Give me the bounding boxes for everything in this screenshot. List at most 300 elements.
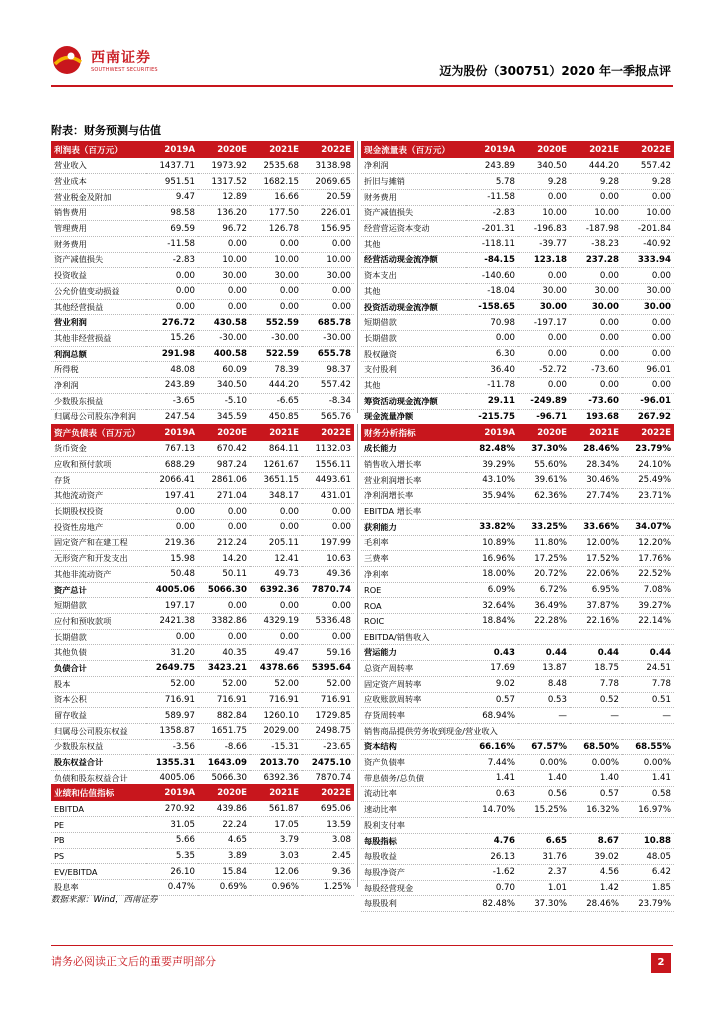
value-cell: 0.00 (146, 629, 198, 645)
row-label: 固定资产周转率 (361, 676, 466, 692)
value-cell: 6392.36 (250, 582, 302, 598)
value-cell: 431.01 (302, 488, 354, 504)
table-row (361, 299, 674, 315)
value-cell: 0.47% (146, 879, 198, 895)
table-row (361, 472, 674, 488)
income-statement-table (51, 141, 354, 425)
value-cell: 5.35 (146, 848, 198, 864)
value-cell: -30.00 (198, 331, 250, 347)
value-cell: -18.04 (466, 284, 518, 300)
value-cell: 3.08 (302, 832, 354, 848)
value-cell: 26.10 (146, 864, 198, 880)
value-cell: 3.03 (250, 848, 302, 864)
table-header-row (51, 424, 354, 441)
value-cell: -39.77 (518, 236, 570, 252)
row-label: 资本结构 (361, 739, 466, 755)
year-header: 2021E (250, 424, 302, 441)
table-row (51, 864, 354, 880)
value-cell: 1729.85 (302, 708, 354, 724)
row-label: 投资活动现金流净额 (361, 299, 466, 315)
value-cell: 16.96% (466, 551, 518, 567)
value-cell: -201.84 (622, 221, 674, 237)
value-cell: 197.99 (302, 535, 354, 551)
table-title: 财务分析指标 (361, 424, 466, 441)
value-cell: 0.00 (518, 378, 570, 394)
table-row (51, 817, 354, 833)
row-label: 归属母公司股东净利润 (51, 409, 146, 425)
row-label: 销售费用 (51, 205, 146, 221)
value-cell: -8.34 (302, 393, 354, 409)
row-label: 所得税 (51, 362, 146, 378)
value-cell: 30.00 (570, 284, 622, 300)
value-cell: 0.00 (518, 331, 570, 347)
table-row (51, 661, 354, 677)
value-cell (570, 504, 622, 520)
row-label: 归属母公司股东权益 (51, 723, 146, 739)
value-cell: 49.47 (250, 645, 302, 661)
value-cell: 10.00 (302, 252, 354, 268)
value-cell: 9.28 (518, 174, 570, 190)
value-cell: 0.00 (146, 299, 198, 315)
value-cell: 1.01 (518, 880, 570, 896)
table-title: 业绩和估值指标 (51, 784, 146, 801)
value-cell: 8.67 (570, 833, 622, 849)
value-cell: 219.36 (146, 535, 198, 551)
value-cell: 5.66 (146, 832, 198, 848)
value-cell: 716.91 (198, 692, 250, 708)
value-cell: 688.29 (146, 457, 198, 473)
value-cell: 552.59 (250, 315, 302, 331)
value-cell: -38.23 (570, 236, 622, 252)
row-label: 获利能力 (361, 519, 466, 535)
table-row (361, 770, 674, 786)
value-cell (466, 818, 518, 834)
row-label: 财务费用 (361, 189, 466, 205)
value-cell: -5.10 (198, 393, 250, 409)
table-row (51, 535, 354, 551)
year-header: 2022E (302, 784, 354, 801)
row-label: 短期借款 (361, 315, 466, 331)
value-cell: 35.94% (466, 488, 518, 504)
row-label: 股东权益合计 (51, 755, 146, 771)
value-cell (518, 504, 570, 520)
row-label: 长期股权投资 (51, 504, 146, 520)
value-cell: 243.89 (466, 158, 518, 174)
value-cell: 340.50 (518, 158, 570, 174)
value-cell: 98.37 (302, 362, 354, 378)
page-number: 2 (651, 953, 671, 973)
value-cell: 50.48 (146, 567, 198, 583)
value-cell: 4378.66 (250, 661, 302, 677)
value-cell: 4.56 (570, 865, 622, 881)
value-cell: 695.06 (302, 801, 354, 817)
value-cell: 14.70% (466, 802, 518, 818)
value-cell: 33.25% (518, 519, 570, 535)
value-cell: 31.20 (146, 645, 198, 661)
table-row (51, 832, 354, 848)
value-cell: 0.43 (466, 645, 518, 661)
value-cell: 197.41 (146, 488, 198, 504)
value-cell: 4005.06 (146, 770, 198, 786)
value-cell: 557.42 (622, 158, 674, 174)
table-row (51, 441, 354, 457)
value-cell: 1973.92 (198, 158, 250, 174)
data-source-note: 数据来源：Wind，西南证券 (51, 895, 158, 905)
value-cell: 9.47 (146, 189, 198, 205)
value-cell (622, 629, 674, 645)
value-cell: 0.57 (466, 692, 518, 708)
value-cell: 4.65 (198, 832, 250, 848)
value-cell: 0.00 (302, 519, 354, 535)
value-cell: 0.70 (466, 880, 518, 896)
balance-sheet-table (51, 424, 354, 787)
value-cell: 340.50 (198, 378, 250, 394)
value-cell: 17.69 (466, 661, 518, 677)
table-row (51, 393, 354, 409)
value-cell: 0.96% (250, 879, 302, 895)
year-header: 2021E (570, 141, 622, 158)
value-cell: 655.78 (302, 346, 354, 362)
value-cell: 0.00 (570, 331, 622, 347)
value-cell: 15.98 (146, 551, 198, 567)
value-cell: 444.20 (250, 378, 302, 394)
value-cell: 0.00 (570, 268, 622, 284)
value-cell: 716.91 (146, 692, 198, 708)
value-cell: 22.14% (622, 614, 674, 630)
value-cell: 28.34% (570, 457, 622, 473)
value-cell: 30.00 (570, 299, 622, 315)
column-divider (357, 141, 358, 413)
table-row (51, 236, 354, 252)
year-header: 2019A (466, 141, 518, 158)
value-cell: 13.59 (302, 817, 354, 833)
row-label: 股利支付率 (361, 818, 466, 834)
value-cell: 439.86 (198, 801, 250, 817)
value-cell: -249.89 (518, 393, 570, 409)
logo-text-en: SOUTHWEST SECURITIES (91, 67, 158, 73)
row-label: 财务费用 (51, 236, 146, 252)
value-cell: 1132.03 (302, 441, 354, 457)
value-cell: 450.85 (250, 409, 302, 425)
value-cell: 267.92 (622, 409, 674, 425)
row-label: PB (51, 832, 146, 848)
value-cell: 31.05 (146, 817, 198, 833)
value-cell: 10.63 (302, 551, 354, 567)
row-label: 存货周转率 (361, 708, 466, 724)
value-cell: -73.60 (570, 362, 622, 378)
table-row (361, 457, 674, 473)
table-row (361, 676, 674, 692)
row-label: 固定资产和在建工程 (51, 535, 146, 551)
value-cell: 18.75 (570, 661, 622, 677)
financial-ratios-table (361, 424, 674, 912)
value-cell: 193.68 (570, 409, 622, 425)
row-label: 每股经营现金 (361, 880, 466, 896)
value-cell: 0.00 (250, 598, 302, 614)
table-row (361, 315, 674, 331)
value-cell: 7870.74 (302, 770, 354, 786)
value-cell: 0.00 (250, 519, 302, 535)
table-row (51, 346, 354, 362)
row-label: 三费率 (361, 551, 466, 567)
table-row (361, 739, 674, 755)
value-cell: 0.00 (250, 284, 302, 300)
row-label: 流动比率 (361, 786, 466, 802)
table-row (51, 629, 354, 645)
value-cell (622, 723, 674, 739)
value-cell (622, 818, 674, 834)
value-cell: 271.04 (198, 488, 250, 504)
value-cell: 430.58 (198, 315, 250, 331)
value-cell: 0.00% (518, 755, 570, 771)
value-cell: 6.42 (622, 865, 674, 881)
value-cell: 4329.19 (250, 614, 302, 630)
value-cell: -30.00 (302, 331, 354, 347)
value-cell: 0.00% (570, 755, 622, 771)
value-cell (518, 629, 570, 645)
row-label: EBITDA (51, 801, 146, 817)
table-row (361, 236, 674, 252)
table-row (51, 457, 354, 473)
value-cell (570, 818, 622, 834)
value-cell: -3.56 (146, 739, 198, 755)
value-cell: 0.00% (622, 755, 674, 771)
value-cell: 9.28 (622, 174, 674, 190)
year-header: 2022E (302, 141, 354, 158)
value-cell: 670.42 (198, 441, 250, 457)
value-cell: -15.31 (250, 739, 302, 755)
value-cell: 0.00 (622, 268, 674, 284)
value-cell: 30.00 (518, 299, 570, 315)
value-cell: 6.30 (466, 346, 518, 362)
row-label: 经营活动现金流净额 (361, 252, 466, 268)
table-row (361, 598, 674, 614)
value-cell: 1355.31 (146, 755, 198, 771)
value-cell: 1.85 (622, 880, 674, 896)
year-header: 2021E (250, 141, 302, 158)
value-cell: 48.05 (622, 849, 674, 865)
value-cell: 0.00 (198, 504, 250, 520)
value-cell: 23.79% (622, 896, 674, 912)
value-cell: 39.29% (466, 457, 518, 473)
year-header: 2020E (518, 141, 570, 158)
row-label: 资产总计 (51, 582, 146, 598)
value-cell: 0.00 (570, 315, 622, 331)
value-cell: 333.94 (622, 252, 674, 268)
value-cell: 123.18 (518, 252, 570, 268)
value-cell: 7.78 (570, 676, 622, 692)
table-row (361, 174, 674, 190)
value-cell: 0.00 (198, 519, 250, 535)
value-cell: 0.00 (622, 189, 674, 205)
row-label: 资产减值损失 (51, 252, 146, 268)
value-cell: 348.17 (250, 488, 302, 504)
row-label: 存货 (51, 472, 146, 488)
value-cell: 7.08% (622, 582, 674, 598)
value-cell: — (518, 708, 570, 724)
table-title: 资产负债表（百万元） (51, 424, 146, 441)
value-cell: 4005.06 (146, 582, 198, 598)
value-cell: 0.00 (518, 268, 570, 284)
value-cell: 3651.15 (250, 472, 302, 488)
value-cell: 7.78 (622, 676, 674, 692)
table-row (361, 896, 674, 912)
value-cell (570, 723, 622, 739)
value-cell: -96.01 (622, 393, 674, 409)
value-cell: 30.00 (250, 268, 302, 284)
table-row (51, 739, 354, 755)
year-header: 2021E (570, 424, 622, 441)
value-cell: 1.42 (570, 880, 622, 896)
row-label: 经营营运资本变动 (361, 221, 466, 237)
row-label: 现金流量净额 (361, 409, 466, 425)
value-cell: 3.89 (198, 848, 250, 864)
row-label: 筹资活动现金流净额 (361, 393, 466, 409)
value-cell: 78.39 (250, 362, 302, 378)
value-cell: 30.00 (302, 268, 354, 284)
value-cell: 1.25% (302, 879, 354, 895)
value-cell: 34.07% (622, 519, 674, 535)
table-row (51, 582, 354, 598)
value-cell: 276.72 (146, 315, 198, 331)
value-cell: 444.20 (570, 158, 622, 174)
value-cell: 0.00 (302, 236, 354, 252)
section-title: 附表：财务预测与估值 (51, 124, 161, 137)
table-row (51, 472, 354, 488)
value-cell: 951.51 (146, 174, 198, 190)
table-header-row (361, 424, 674, 441)
value-cell: 36.40 (466, 362, 518, 378)
value-cell: 9.02 (466, 676, 518, 692)
value-cell: 9.36 (302, 864, 354, 880)
row-label: 其他非经营损益 (51, 331, 146, 347)
value-cell: 32.64% (466, 598, 518, 614)
value-cell: 1261.67 (250, 457, 302, 473)
value-cell: 0.00 (198, 598, 250, 614)
value-cell: -11.58 (146, 236, 198, 252)
value-cell: — (622, 708, 674, 724)
table-row (361, 614, 674, 630)
table-row (361, 723, 674, 739)
header-divider (51, 85, 673, 87)
value-cell: 0.00 (302, 299, 354, 315)
value-cell: 26.13 (466, 849, 518, 865)
value-cell: 0.51 (622, 692, 674, 708)
value-cell: 767.13 (146, 441, 198, 457)
row-label: PS (51, 848, 146, 864)
table-row (51, 708, 354, 724)
value-cell: 10.00 (250, 252, 302, 268)
value-cell: 22.28% (518, 614, 570, 630)
row-label: 应收账款周转率 (361, 692, 466, 708)
value-cell: 18.00% (466, 567, 518, 583)
value-cell: 22.16% (570, 614, 622, 630)
company-logo (51, 44, 171, 76)
value-cell: — (570, 708, 622, 724)
value-cell: 10.88 (622, 833, 674, 849)
row-label: 营运能力 (361, 645, 466, 661)
value-cell: 30.46% (570, 472, 622, 488)
value-cell: 10.00 (198, 252, 250, 268)
value-cell: 30.00 (518, 284, 570, 300)
value-cell: 12.20% (622, 535, 674, 551)
row-label: 投资性房地产 (51, 519, 146, 535)
value-cell: -84.15 (466, 252, 518, 268)
table-row (361, 629, 674, 645)
value-cell: 16.97% (622, 802, 674, 818)
row-label: 利润总额 (51, 346, 146, 362)
value-cell: 5336.48 (302, 614, 354, 630)
value-cell: 67.57% (518, 739, 570, 755)
value-cell: 4.76 (466, 833, 518, 849)
value-cell: 6392.36 (250, 770, 302, 786)
value-cell: 0.00 (622, 346, 674, 362)
row-label: 其他负债 (51, 645, 146, 661)
value-cell: 589.97 (146, 708, 198, 724)
row-label: 营业利润 (51, 315, 146, 331)
value-cell: 0.69% (198, 879, 250, 895)
value-cell: 0.00 (302, 284, 354, 300)
value-cell: 96.72 (198, 221, 250, 237)
value-cell: 0.00 (570, 346, 622, 362)
value-cell: 156.95 (302, 221, 354, 237)
value-cell: 400.58 (198, 346, 250, 362)
value-cell: 2861.06 (198, 472, 250, 488)
table-row (51, 362, 354, 378)
table-row (361, 645, 674, 661)
value-cell: 2.37 (518, 865, 570, 881)
value-cell: 5.78 (466, 174, 518, 190)
value-cell: -1.62 (466, 865, 518, 881)
row-label: 支付股利 (361, 362, 466, 378)
value-cell: 30.00 (198, 268, 250, 284)
value-cell: 7870.74 (302, 582, 354, 598)
value-cell: 37.30% (518, 896, 570, 912)
row-label: 应收和预付款项 (51, 457, 146, 473)
value-cell: 12.00% (570, 535, 622, 551)
value-cell: 247.54 (146, 409, 198, 425)
value-cell: 1556.11 (302, 457, 354, 473)
value-cell: 1643.09 (198, 755, 250, 771)
row-label: 毛利率 (361, 535, 466, 551)
value-cell: 2066.41 (146, 472, 198, 488)
value-cell: 68.94% (466, 708, 518, 724)
table-row (361, 661, 674, 677)
table-header-row (361, 141, 674, 158)
value-cell: -23.65 (302, 739, 354, 755)
year-header: 2022E (622, 141, 674, 158)
value-cell: 52.00 (198, 676, 250, 692)
value-cell: 0.00 (250, 299, 302, 315)
row-label: 其他流动资产 (51, 488, 146, 504)
value-cell: 270.92 (146, 801, 198, 817)
value-cell: 50.11 (198, 567, 250, 583)
value-cell: 0.00 (198, 236, 250, 252)
column-divider (357, 424, 358, 887)
row-label: 营业成本 (51, 174, 146, 190)
table-row (361, 331, 674, 347)
table-row (51, 158, 354, 174)
value-cell: 291.98 (146, 346, 198, 362)
table-row (51, 205, 354, 221)
value-cell: -140.60 (466, 268, 518, 284)
value-cell: 1358.87 (146, 723, 198, 739)
row-label: 少数股东损益 (51, 393, 146, 409)
value-cell: 62.36% (518, 488, 570, 504)
table-row (51, 519, 354, 535)
value-cell: 24.51 (622, 661, 674, 677)
table-row (51, 645, 354, 661)
